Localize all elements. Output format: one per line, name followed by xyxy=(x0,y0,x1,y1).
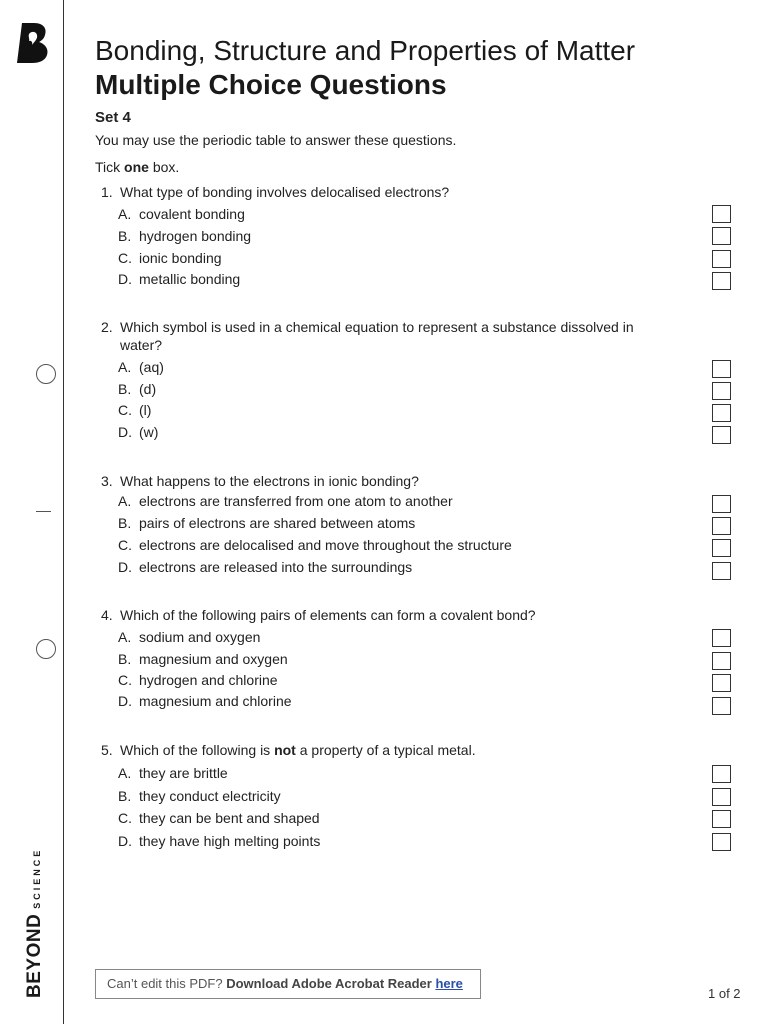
checkbox-5c[interactable] xyxy=(712,810,731,828)
periodic-instruction: You may use the periodic table to answer these questions. xyxy=(95,132,457,148)
brand-vertical xyxy=(24,848,46,998)
checkbox-2a[interactable] xyxy=(712,360,731,378)
checkbox-5d[interactable] xyxy=(712,833,731,851)
punch-hole-top xyxy=(36,364,56,384)
question-text: Which symbol is used in a chemical equation to represent a substance dissolved in water? xyxy=(120,319,634,353)
checkbox-2d[interactable] xyxy=(712,426,731,444)
option-1a: A. covalent bonding xyxy=(118,206,245,222)
option-2b: B. (d) xyxy=(118,381,157,397)
tick-instruction-emphasis: one xyxy=(124,159,149,175)
option-1d: D. metallic bonding xyxy=(118,271,241,287)
checkbox-4b[interactable] xyxy=(712,652,731,670)
question-number: 1. xyxy=(101,184,113,200)
checkbox-4d[interactable] xyxy=(712,697,731,715)
acrobat-download-text: Download Adobe Acrobat Reader xyxy=(226,976,436,991)
page-title-line2: Multiple Choice Questions xyxy=(95,69,447,100)
set-label: Set 4 xyxy=(95,109,131,126)
page-number: 1 of 2 xyxy=(708,986,741,1001)
question-5 xyxy=(101,741,661,759)
option-2d: D. (w) xyxy=(118,424,159,440)
checkbox-3b[interactable] xyxy=(712,517,731,535)
question-number: 3. xyxy=(101,473,113,489)
question-text: Which of the following is not a property of a typical metal. xyxy=(120,742,476,758)
checkbox-1d[interactable] xyxy=(712,272,731,290)
option-3a: A. electrons are transferred from one atom to another xyxy=(118,493,453,509)
option-5b: B. they conduct electricity xyxy=(118,788,281,804)
option-5a: A. they are brittle xyxy=(118,765,228,781)
question-1 xyxy=(101,183,661,201)
option-5d: D. they have high melting points xyxy=(118,833,321,849)
question-3 xyxy=(101,472,661,490)
question-number: 2. xyxy=(101,319,113,335)
question-text: What happens to the electrons in ionic bonding? xyxy=(120,473,419,489)
question-2 xyxy=(101,318,661,354)
option-3b: B. pairs of electrons are shared between atoms xyxy=(118,515,416,531)
tick-instruction: Tick one box. xyxy=(95,159,180,175)
acrobat-notice xyxy=(95,969,481,999)
checkbox-2b[interactable] xyxy=(712,382,731,400)
option-5c: C. they can be bent and shaped xyxy=(118,810,320,826)
checkbox-5b[interactable] xyxy=(712,788,731,806)
question-number: 5. xyxy=(101,742,113,758)
option-4a: A. sodium and oxygen xyxy=(118,629,261,645)
question-5-emphasis: not xyxy=(274,742,296,758)
option-1c: C. ionic bonding xyxy=(118,250,222,266)
checkbox-5a[interactable] xyxy=(712,765,731,783)
option-4c: C. hydrogen and chlorine xyxy=(118,672,278,688)
checkbox-3c[interactable] xyxy=(712,539,731,557)
punch-hole-bottom xyxy=(36,639,56,659)
fold-mark xyxy=(36,511,51,512)
option-4d: D. magnesium and chlorine xyxy=(118,693,292,709)
option-1b: B. hydrogen bonding xyxy=(118,228,252,244)
checkbox-4a[interactable] xyxy=(712,629,731,647)
checkbox-3a[interactable] xyxy=(712,495,731,513)
checkbox-1c[interactable] xyxy=(712,250,731,268)
question-number: 4. xyxy=(101,607,113,623)
margin-line xyxy=(63,0,64,1024)
brand-subname: SCIENCE xyxy=(32,847,42,909)
question-4 xyxy=(101,606,661,624)
checkbox-4c[interactable] xyxy=(712,674,731,692)
question-text: Which of the following pairs of elements can form a covalent bond? xyxy=(120,607,536,623)
acrobat-download-link[interactable]: here xyxy=(435,976,463,991)
checkbox-1b[interactable] xyxy=(712,227,731,245)
option-4b: B. magnesium and oxygen xyxy=(118,651,288,667)
question-text: What type of bonding involves delocalised electrons? xyxy=(120,184,450,200)
option-2c: C. (l) xyxy=(118,402,152,418)
page-title-line1: Bonding, Structure and Properties of Matter xyxy=(95,35,636,66)
checkbox-1a[interactable] xyxy=(712,205,731,223)
option-3c: C. electrons are delocalised and move throughout the structure xyxy=(118,537,512,553)
checkbox-3d[interactable] xyxy=(712,562,731,580)
acrobat-prompt: Can’t edit this PDF? xyxy=(107,976,227,991)
checkbox-2c[interactable] xyxy=(712,404,731,422)
option-2a: A. (aq) xyxy=(118,359,164,375)
beyond-logo-icon xyxy=(16,22,50,64)
brand-name: BEYOND xyxy=(24,913,45,998)
option-3d: D. electrons are released into the surroundings xyxy=(118,559,413,575)
